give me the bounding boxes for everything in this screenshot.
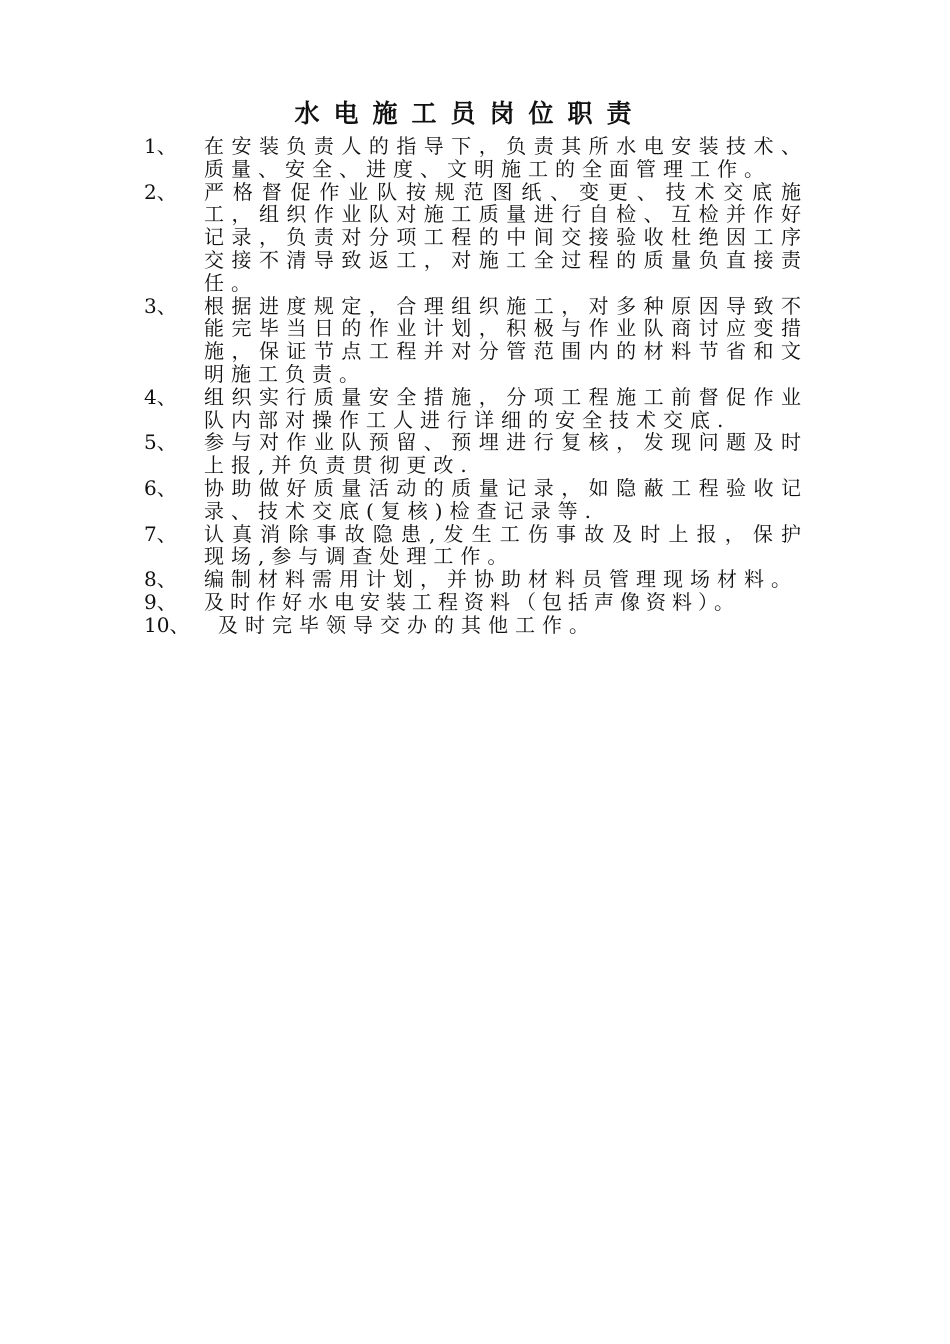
item-text: 在安装负责人的指导下，负责其所水电安装技术、质量、安全、进度、文明施工的全面管理工作。 [204, 134, 808, 181]
item-text: 组织实行质量安全措施，分项工程施工前督促作业队内部对操作工人进行详细的安全技术交底. [204, 384, 808, 432]
list-item [144, 386, 808, 432]
item-number: 2、 [144, 179, 177, 204]
duty-list [144, 135, 808, 637]
list-item [144, 295, 808, 386]
item-text: 严格督促作业队按规范图纸、变更、技术交底施工，组织作业队对施工质量进行自检、互检并作好记录，负责对分项工程的中间交接验收杜绝因工序交接不清导致返工，对施工全过程的质量负直接责任。 [204, 179, 808, 295]
item-text: 协助做好质量活动的质量记录，如隐蔽工程验收记录、技术交底(复核)检查记录等. [204, 475, 808, 523]
list-item [144, 431, 808, 477]
list-item [144, 591, 808, 614]
list-item [144, 523, 808, 569]
item-number: 10、 [144, 612, 190, 637]
item-text: 根据进度规定，合理组织施工，对多种原因导致不能完毕当日的作业计划，积极与作业队商讨应变措施，保证节点工程并对分管范围内的材料节省和文明施工负责。 [204, 293, 808, 386]
list-item [144, 614, 808, 637]
item-text: 及时作好水电安装工程资料（包括声像资料）。 [204, 589, 740, 614]
item-text: 参与对作业队预留、预埋进行复核，发现问题及时上报,并负责贯彻更改. [204, 430, 808, 478]
item-number: 4、 [144, 384, 177, 409]
list-item [144, 477, 808, 523]
item-text: 及时完毕领导交办的其他工作。 [218, 612, 596, 637]
item-number: 5、 [144, 430, 177, 455]
list-item [144, 135, 808, 181]
item-text: 编制材料需用计划，并协助材料员管理现场材料。 [204, 567, 798, 592]
item-number: 8、 [144, 567, 177, 592]
item-number: 7、 [144, 521, 177, 546]
item-number: 6、 [144, 475, 177, 500]
item-number: 3、 [144, 293, 177, 318]
document-title: 水电施工员岗位职责 [294, 99, 646, 128]
item-number: 1、 [144, 134, 177, 158]
item-text: 认真消除事故隐患,发生工伤事故及时上报，保护现场,参与调查处理工作。 [204, 521, 808, 569]
item-number: 9、 [144, 589, 177, 614]
list-item [144, 181, 808, 295]
list-item [144, 568, 808, 591]
